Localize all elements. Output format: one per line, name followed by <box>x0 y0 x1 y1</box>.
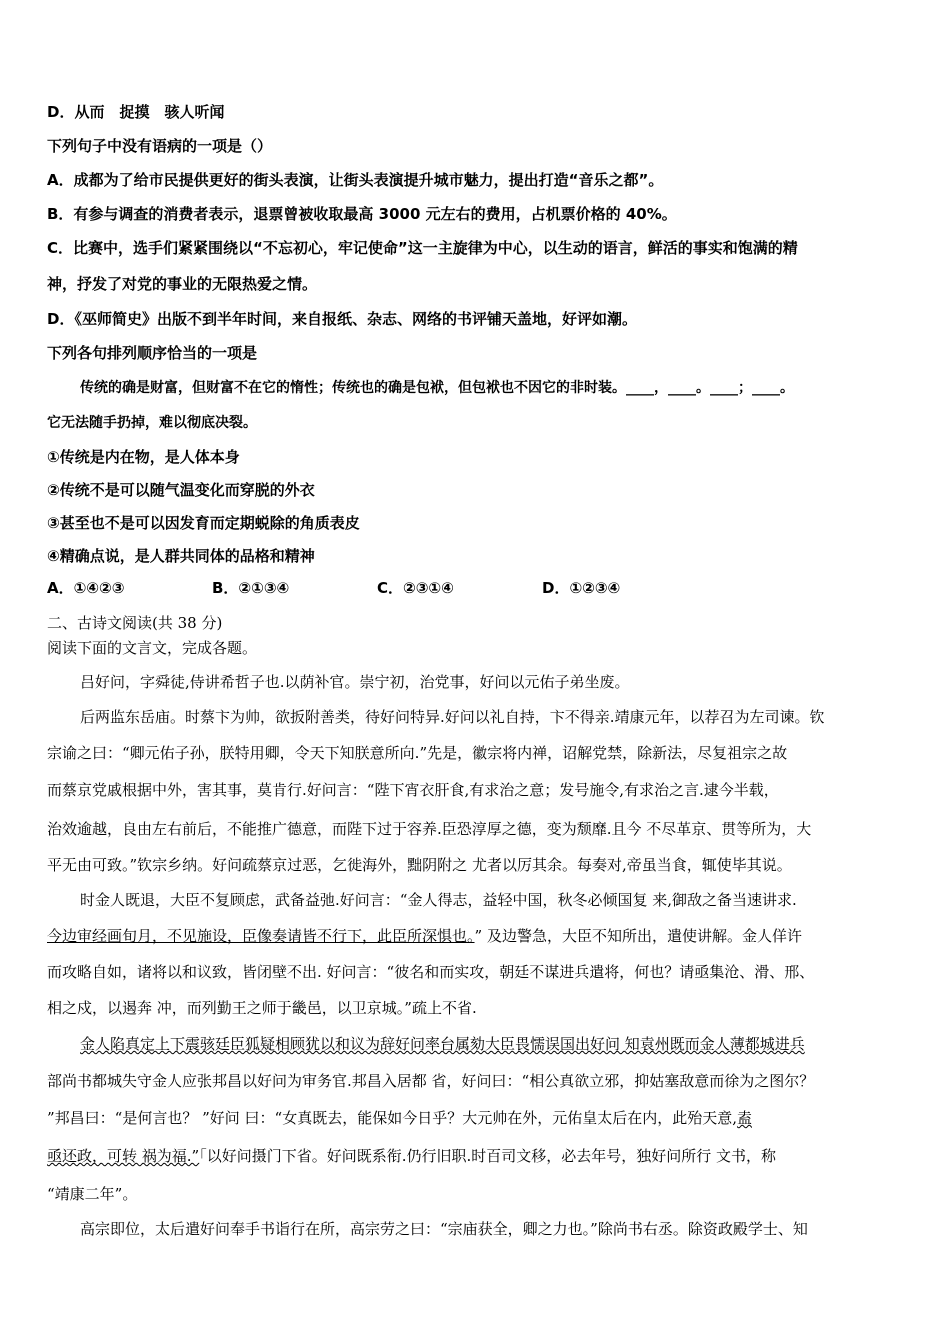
classical-line-4: 而蔡京党戚根据中外，害其事，莫肯行.好问言：“陛下宵衣肝食,有求治之意；发号施令,有求治之言.逮今半载， <box>47 781 779 799</box>
classical-line-11-wavy: 金人陷真定上下震骇廷臣狐疑相顾犹以和议为辞好问率台属劾大臣畏懦误国出好问 知袁州既而金人薄都城进兵 <box>80 1035 805 1053</box>
classical-line-13 <box>47 1108 910 1128</box>
q3-option-d: D．①②③④ <box>542 579 621 597</box>
classical-line-2: 后两监东岳庙。时蔡卞为帅，欲扳附善类，待好问特异.好问以礼自持，卞不得亲.靖康元年，以荐召为左司谏。钦 <box>80 708 825 726</box>
q3-item-4: ④精确点说，是人群共同体的品格和精神 <box>47 547 315 565</box>
classical-line-3: 宗谕之曰：“卿元佑子孙，朕特用卿，令天下知朕意所向.”先是，徽宗将内禅，诏解党禁，除新法，尽复祖宗之故 <box>47 744 788 762</box>
classical-line-16: 高宗即位，太后遣好问奉手书诣行在所，高宗劳之曰：“宗庙获全，卿之力也。”除尚书右丞。除资政殿学士、知 <box>80 1220 808 1238</box>
q3-option-a: A．①④②③ <box>47 579 125 597</box>
q3-option-b: B．②①③④ <box>212 579 290 597</box>
classical-line-13-wavy: 盍 <box>736 1109 752 1127</box>
q3-item-1: ①传统是内在物，是人体本身 <box>47 448 240 466</box>
q2-option-c-line1: C．比赛中，选手们紧紧围绕以“不忘初心，牢记使命”这一主旋律为中心，以生动的语言，鲜活的事实和饱满的精 <box>47 239 798 257</box>
section-title: 二、古诗文阅读(共 38 分) <box>47 614 223 632</box>
q3-passage-line2: 它无法随手扔掉，难以彻底决裂。 <box>47 415 257 431</box>
classical-line-5: 治效逾越，良由左右前后，不能推广德意，而陛下过于容养.臣恐淳厚之德，变为颓靡.且今 不尽革京、贯等所为，大 <box>47 820 812 838</box>
classical-line-9: 而攻略自如，诸将以和议致，皆闭壁不出. 好问言：“彼名和而实攻，朝廷不谋进兵遣将，何也？请亟集沧、滑、邢、 <box>47 963 815 981</box>
q3-stem: 下列各句排列顺序恰当的一项是 <box>47 344 258 362</box>
section-instruction: 阅读下面的文言文，完成各题。 <box>47 639 258 657</box>
classical-line-14 <box>47 1146 910 1166</box>
classical-line-8-rest: ” 及边警急，大臣不知所出，遣使讲解。金人佯许 <box>474 927 802 945</box>
classical-line-12: 部尚书都城失守金人应张邦昌以好问为审务官.邦昌入居都 省，好问曰：“相公真欲立邪，抑姑塞敌意而徐为之图尔？ <box>47 1072 815 1090</box>
q2-option-c-line2: 神，抒发了对党的事业的无限热爱之情。 <box>47 275 318 293</box>
q3-item-2: ②传统不是可以随气温变化而穿脱的外衣 <box>47 481 315 499</box>
classical-line-15: “靖康二年”。 <box>47 1185 138 1203</box>
q1-option-d: D．从而 捉摸 骇人听闻 <box>47 103 225 121</box>
q2-option-b: B．有参与调查的消费者表示，退票曾被收取最高 3000 元左右的费用，占机票价格的 40%。 <box>47 205 677 223</box>
classical-line-6: 平无由可致。”钦宗乡纳。好问疏蔡京过恶，乞徙海外，黜阴附之 尤者以厉其余。每奏对,帝虽当食，辄使毕其说。 <box>47 856 792 874</box>
q2-option-d: D．《巫师简史》出版不到半年时间，来自报纸、杂志、网络的书评铺天盖地，好评如潮。 <box>47 310 637 328</box>
q3-options <box>47 578 687 598</box>
q2-option-a: A．成都为了给市民提供更好的街头表演，让街头表演提升城市魅力，提出打造“音乐之都”。 <box>47 171 664 189</box>
classical-line-8 <box>47 926 910 946</box>
q3-item-3: ③甚至也不是可以因发育而定期蜕除的角质表皮 <box>47 514 360 532</box>
q2-stem: 下列句子中没有语病的一项是（） <box>47 137 273 155</box>
classical-line-7: 时金人既退，大臣不复顾虑，武备益弛.好问言：“金人得志，益轻中国，秋冬必倾国复 来,御敌之备当速讲求. <box>80 891 797 909</box>
q3-passage-line1: 传统的确是财富，但财富不在它的惰性；传统也的确是包袱，但包袱也不因它的非时装。____，____。____；____。 <box>80 380 794 396</box>
classical-line-14-wavy: 亟还政，可转 祸为福.” <box>47 1147 200 1165</box>
q3-option-c: C．②③①④ <box>377 579 454 597</box>
classical-line-14-rest: 「以好问摄门下省。好问既系衔.仍行旧职.时百司文移，必去年号，独好问所行 文书，称 <box>199 1147 777 1165</box>
classical-line-1: 吕好问，字舜徒,侍讲希哲子也.以荫补官。崇宁初，治党事，好问以元佑子弟坐废。 <box>80 673 630 691</box>
classical-line-13-text: ”邦昌曰：“是何言也？ ”好问 曰：“女真既去，能保如今日乎？大元帅在外，元佑皇太后在内，此殆天意, <box>47 1109 737 1127</box>
underlined-sentence: 今边审经画旬月，不见施设，臣像奏请皆不行下，此臣所深惧也。 <box>47 927 475 945</box>
classical-line-10: 相之戍，以遏奔 冲，而列勤王之师于畿邑，以卫京城。”疏上不省. <box>47 999 477 1017</box>
